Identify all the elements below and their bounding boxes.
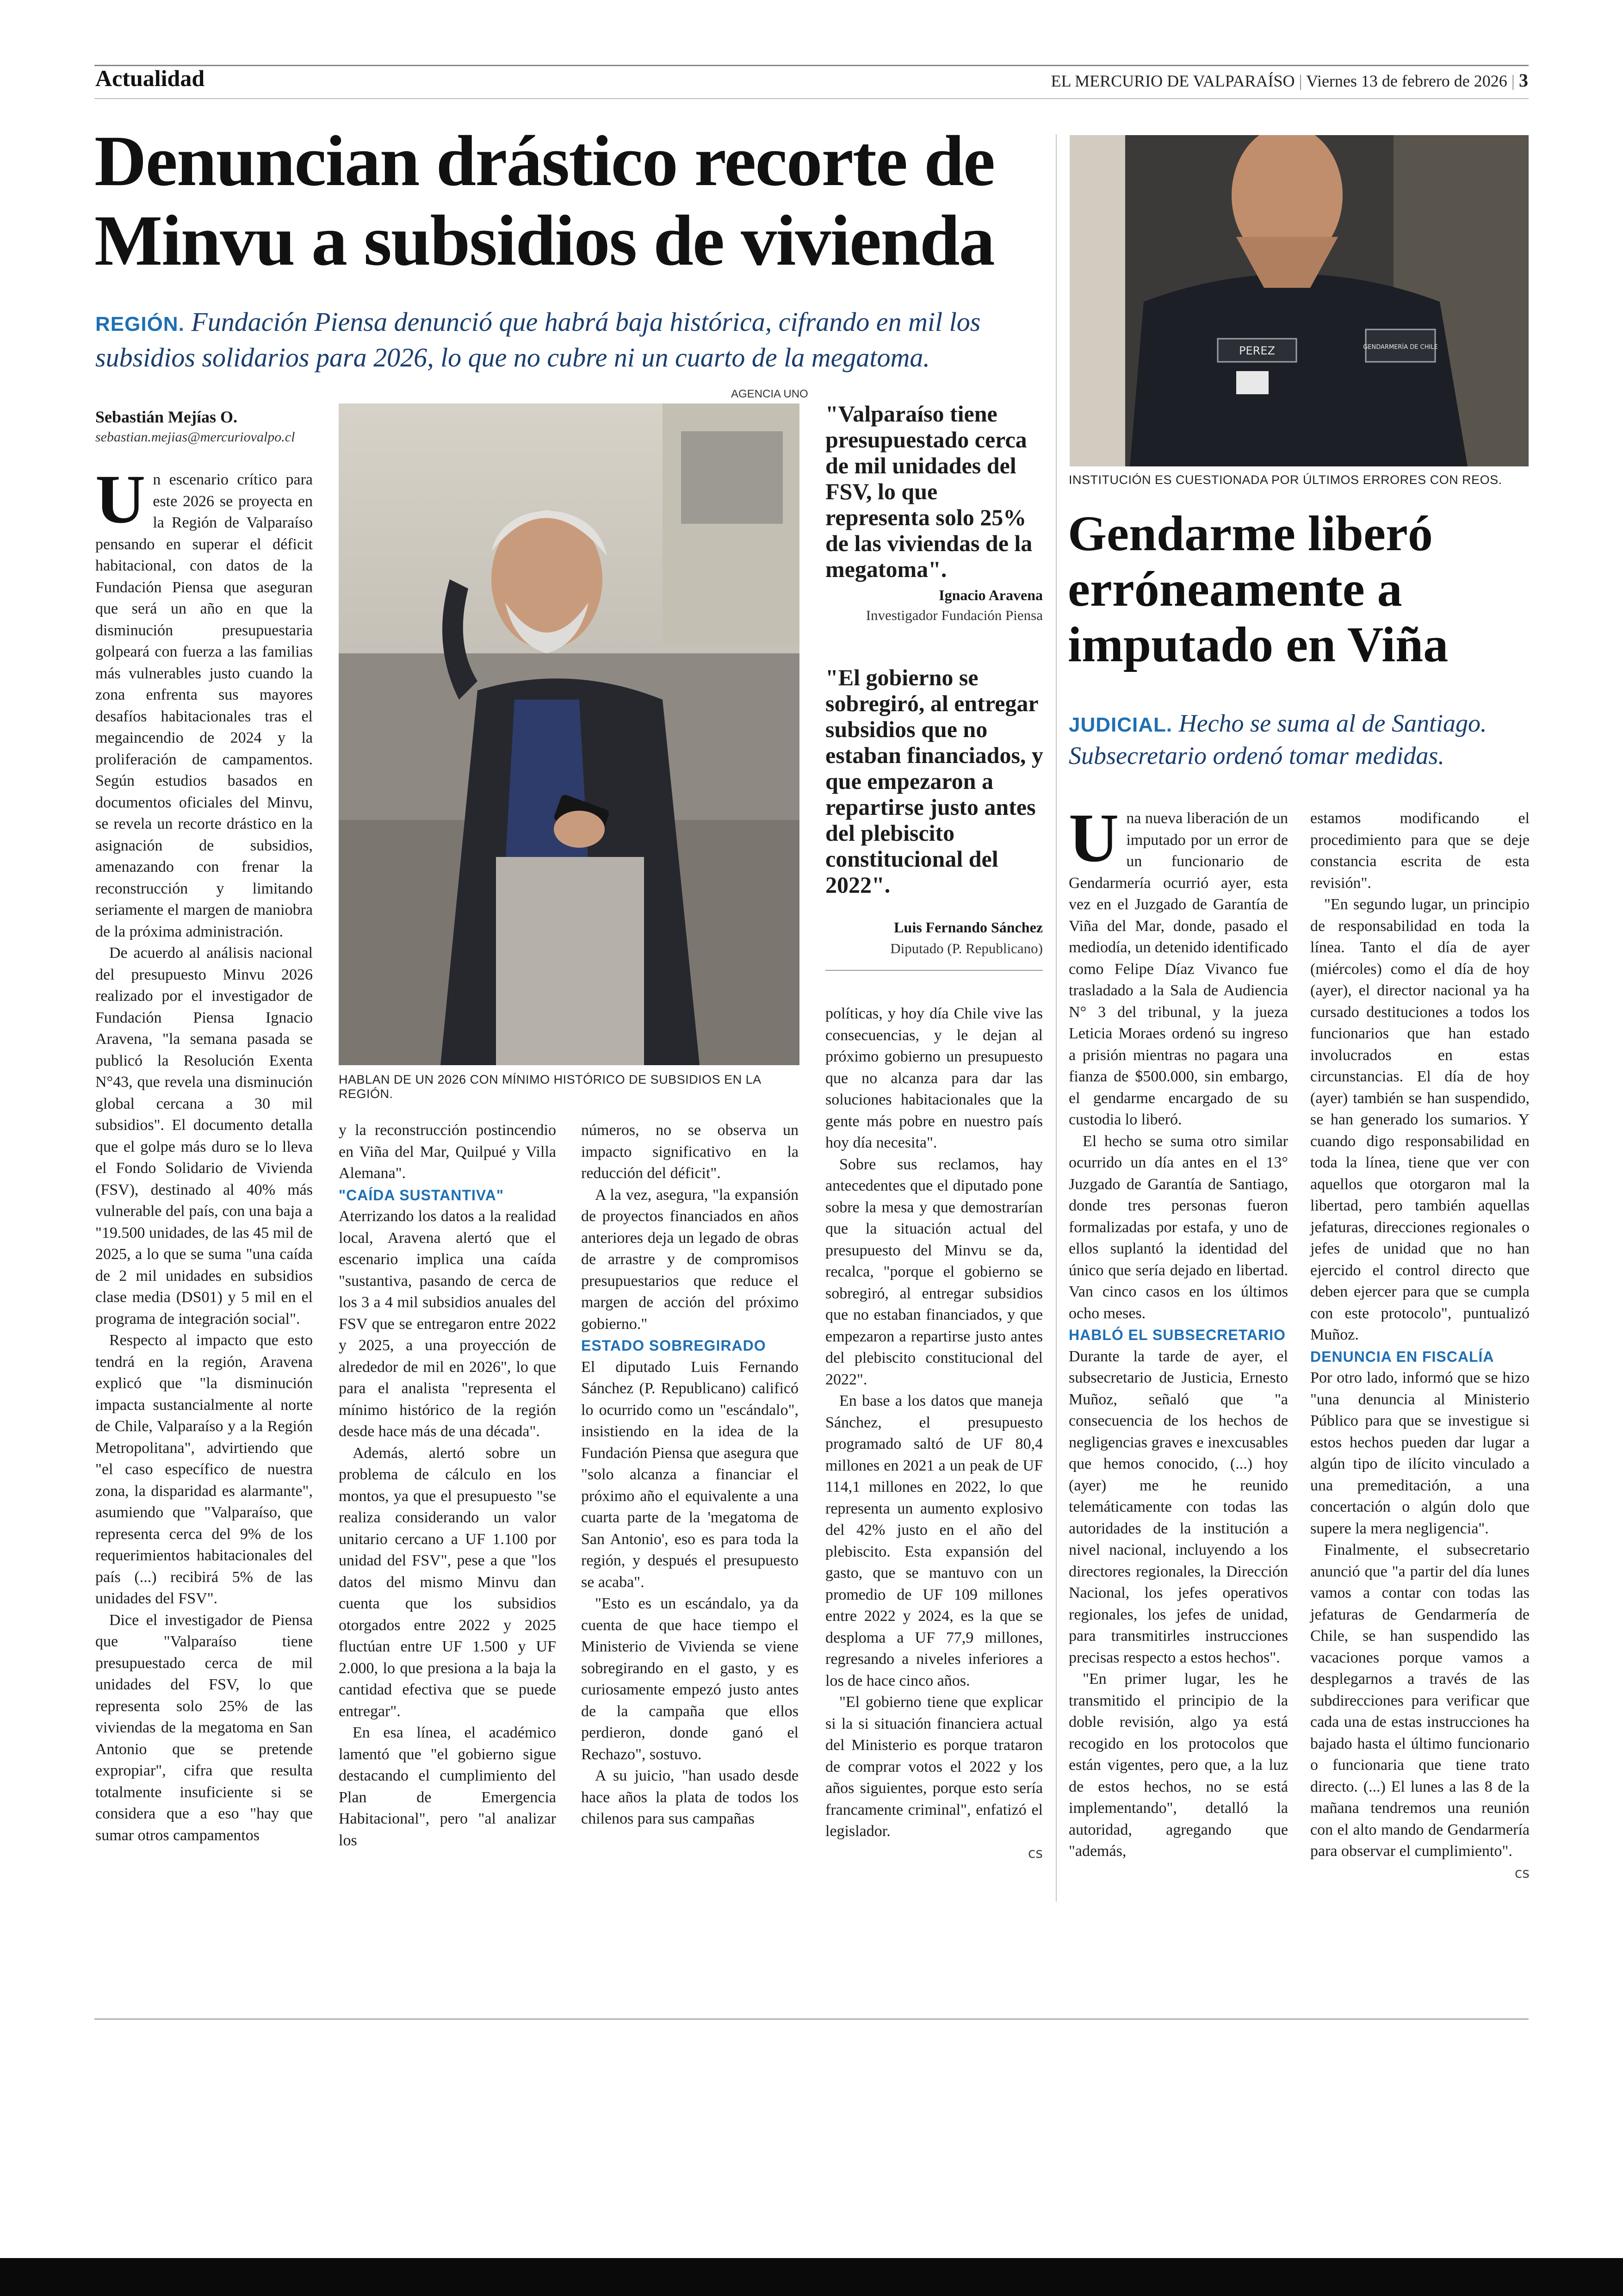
second-col2-p1: "En segundo lugar, un principio de responsabilidad en toda la línea. Tanto el día de ayer (miércoles) como el día de hoy (ayer), el director nacional ya ha cursado destituciones a todos los funcionarios que han estado involucrados en estas circunstancias. El día de hoy (ayer) también se han suspendido, se han generado los sumarios. Y cuando digo responsabilidad en toda la línea, tiene que ver con aquellos que otorgaron mal la libertad, pero también aquellas jefaturas, direcciones regionales o jefes de unidad que no han ejercido el control directo que deben ejercer para que se cumpla con este protocolo", puntualizó Muñoz.: [1310, 896, 1530, 1343]
main-col1-p1: De acuerdo al análisis nacional del presupuesto Minvu 2026 realizado por el investigador de Fundación Piensa Ignacio Aravena, "la semana pasada se publicó la Resolución Exenta N°43, que revela una disminución global cercana a 30 mil subsidios". El documento detalla que el golpe más duro se lo lleva el Fondo Solidario de Vivienda (FSV), destinado al 40% más vulnerable del país, con una baja a "19.500 unidades, de las 45 mil de 2025, a lo que se suma "una caída de 2 mil unidades en subsidios clase media (DS01) y 5 mil en el programa de integración social".: [95, 944, 313, 1328]
section-label: Actualidad: [95, 65, 205, 91]
main-col1-p3: Dice el investigador de Piensa que "Valparaíso tiene presupuestado cerca de mil unidades del FSV, lo que representa solo 25% de las viviendas de la megatoma en San Antonio que se pretende expropiar", cifra que resulta totalmente insuficiente si se considera que a eso "hay que sumar otros campamentos: [95, 1611, 313, 1844]
main-lead-text: Fundación Piensa denunció que habrá baja histórica, cifrando en mil los subsidios solidarios para 2026, lo que no cubre ni un cuarto de la megatoma.: [95, 307, 981, 372]
second-col1b-p0: Durante la tarde de ayer, el subsecretario de Justicia, Ernesto Muñoz, señaló que "a consecuencia de los hechos de negligencias graves e inexcusables que hemos conocido, (...) hoy (ayer) me he reunido telemáticamente con todas las autoridades de la institución a nivel nacional, incluyendo a los directores regionales, la Dirección Nacional, los jefes operativos regionales, los jefes de unidad, para transmitirles instrucciones precisas respecto a estos hechos".: [1069, 1347, 1288, 1666]
pull-quote-1-role: Investigador Fundación Piensa: [866, 607, 1043, 623]
main-photo-illustration: [339, 403, 799, 1065]
main-col2b-p0: Aterrizando los datos a la realidad local, Aravena alertó que el escenario implica una caída "sustantiva, pasando de cerca de los 3 a 4 mil subsidios anuales del FSV que se entregaron entre 2022 y 2025, a una proyección de alrededor de mil en 2026", lo que para el analista "representa el mínimo histórico de la región desde hace más de una década".: [339, 1208, 556, 1440]
second-col1-p1: El hecho se suma otro similar ocurrido un día antes en el 13° Juzgado de Garantía de Santiago, donde tres personas fueron formalizadas por estafa, y uno de ellos suplantó la identidad del único que sería dejado en libertad. Van cinco casos en los últimos ocho meses.: [1069, 1132, 1288, 1322]
bottom-rule: [94, 2018, 1529, 2020]
story-separator: [1056, 134, 1057, 1902]
second-col2b-p0: Por otro lado, informó que se hizo "una denuncia al Ministerio Público para que se investigue si estos hechos pueden dar lugar a algún tipo de ilícito vinculado a una premeditación, a una concertación o algún dolo que supere la mera negligencia".: [1310, 1369, 1530, 1537]
byline-author: Sebastián Mejías O.: [95, 408, 238, 426]
bottom-bar: [0, 2258, 1623, 2296]
second-subhead-2: DENUNCIA EN FISCALÍA: [1310, 1348, 1494, 1365]
main-subhead-2: ESTADO SOBREGIRADO: [581, 1337, 766, 1354]
main-column-4: [825, 1003, 1043, 1864]
photo-badge-name: PEREZ: [1239, 344, 1275, 357]
second-lead: [1069, 708, 1531, 771]
pull-quote-2: "El gobierno se sobregiró, al entregar subsidios que no estaban financiados, y que empezaron a repartirse justo antes del plebiscito constitucional del 2022".: [825, 664, 1043, 898]
main-subhead-1: "CAÍDA SUSTANTIVA": [339, 1186, 504, 1204]
main-col1-p0: n escenario crítico para este 2026 se proyecta en la Región de Valparaíso pensando en superar el déficit habitacional, con datos de la Fundación Piensa que aseguran que será un año en que la disminución presupuestaria golpeará con fuerza a las familias más vulnerables justo cuando la zona enfrenta sus mayores desafíos habitacionales tras el megaincendio de 2024 y la proliferación de campamentos. Según estudios basados en documentos oficiales del Minvu, se revela un recorte drástico en la asignación de subsidios, amenazando con frenar la reconstrucción y limitando seriamente el margen de maniobra de la próxima administración.: [95, 471, 313, 940]
main-photo: [339, 403, 799, 1065]
second-photo: [1070, 135, 1529, 466]
second-col1-p0: na nueva liberación de un imputado por un error de un funcionario de Gendarmería ocurrió ayer, esta vez en el Juzgado de Garantía de Viña del Mar, donde, pasado el mediodía, un detenido identificado como Felipe Díaz Vivanco fue trasladado a la Sala de Audiencia N° 3 del tribunal, y la jueza Leticia Moraes ordenó su ingreso a prisión mientras no pagara una fianza de $500.000, sin embargo, el gendarme encargado de su custodia lo liberó.: [1069, 810, 1288, 1128]
second-lead-text: Hecho se suma al de Santiago. Subsecretario ordenó tomar medidas.: [1069, 709, 1487, 769]
main-col4-p0: políticas, y hoy día Chile vive las consecuencias, y le dejan al próximo gobierno un presupuesto que no alcanza para dar las soluciones habitacionales que la gente más pobre en nuestro país hoy día necesita".: [825, 1005, 1043, 1151]
second-col2b-p1: Finalmente, el subsecretario anunció que "a partir del día lunes vamos a contar con todas las jefaturas de Gendarmería de Chile, se han suspendido las vacaciones porque vamos a desplegarnos a través de las subdirecciones para verificar que cada una de estas instrucciones ha bajado hasta el último funcionario o funcionaria que tiene trato directo. (...) El lunes a las 8 de la mañana tendremos una reunión con el alto mando de Gendarmería para observar el cumplimiento".: [1310, 1541, 1530, 1860]
main-column-2: [339, 1120, 556, 1851]
main-col3-p1: A la vez, asegura, "la expansión de proyectos financiados en años anteriores deja un legado de obras de arrastre y de compromisos presupuestarios que reduce el margen de acción del próximo gobierno.": [581, 1186, 799, 1333]
main-col3b-p2: A su juicio, "han usado desde hace años la plata de todos los chilenos para sus campañas: [581, 1767, 799, 1827]
main-photo-caption: HABLAN DE UN 2026 CON MÍNIMO HISTÓRICO DE SUBSIDIOS EN LA REGIÓN.: [339, 1073, 761, 1101]
main-column-3: [581, 1120, 799, 1830]
second-headline: Gendarme liberó erróneamente a imputado en Viña: [1068, 506, 1449, 672]
byline-email: sebastian.mejias@mercuriovalpo.cl: [95, 429, 295, 445]
pull-quote-1: "Valparaíso tiene presupuestado cerca de mil unidades del FSV, lo que representa solo 25% de las viviendas de la megatoma".: [825, 401, 1033, 582]
main-headline: Denuncian drástico recorte de Minvu a subsidios de vivienda: [94, 121, 995, 280]
second-column-2: [1310, 808, 1530, 1884]
main-col1-p2: Respecto al impacto que esto tendrá en la región, Aravena explicó que "la disminución impacta sustancialmente al norte de Chile, Valparaíso y a la Región Metropolitana", advirtiendo que "el caso específico de nuestra zona, la disparidad es alarmante", asumiendo que "Valparaíso, que representa cerca del 9% de los requerimientos habitacionales del país (...) recibirá 5% de las unidades del FSV".: [95, 1332, 313, 1607]
quote-divider: [825, 970, 1043, 971]
pull-quote-2-role: Diputado (P. Republicano): [890, 940, 1043, 956]
main-col4-p1: Sobre sus reclamos, hay antecedentes que el diputado pone sobre la mesa y que demostrarían que la situación actual del presupuesto del Minvu se da, recalca, "porque el gobierno se sobregiró, al entregar subsidios que no estaban financiados, y que empezaron a repartirse justo antes del plebiscito constitucional del 2022".: [825, 1155, 1043, 1388]
newspaper-name: EL MERCURIO DE VALPARAÍSO: [1051, 72, 1295, 90]
main-col3-p0: números, no se observa un impacto significativo en la reducción del déficit".: [581, 1122, 799, 1182]
masthead: EL MERCURIO DE VALPARAÍSO | Viernes 13 de febrero de 2026 | 3: [1051, 70, 1528, 91]
pull-quote-2-name: Luis Fernando Sánchez: [894, 919, 1043, 936]
photo-badge-institution: GENDARMERÍA DE CHILE: [1363, 344, 1438, 351]
main-end-mark: cs: [1028, 1845, 1043, 1862]
second-column-1: [1069, 800, 1288, 1862]
main-column-1: [95, 461, 313, 1846]
photo-credit: AGENCIA UNO: [731, 388, 808, 400]
second-lead-tag: JUDICIAL.: [1069, 714, 1173, 736]
main-col3b-p0: El diputado Luis Fernando Sánchez (P. Republicano) calificó lo ocurrido como un "escándalo", insistiendo en la idea de la Fundación Piensa que asegura que "solo alcanza a financiar el próximo año el equivalente a una cuarta parte de la 'megatoma de San Antonio', eso es para toda la región, y después el presupuesto se acaba".: [581, 1358, 799, 1591]
main-lead: [95, 305, 1048, 374]
second-col1b-p1: "En primer lugar, les he transmitido el principio de la doble revisión, algo ya está recogido en los protocolos que están vigentes, pero que, a la luz de estos hechos, no se está implementando", detalló la autoridad, agregando que "además,: [1069, 1670, 1288, 1860]
page-number: 3: [1519, 70, 1528, 91]
top-rule: [94, 65, 1529, 66]
main-col2-p0: y la reconstrucción postincendio en Viña del Mar, Quilpué y Villa Alemana".: [339, 1122, 556, 1182]
main-col4-p2: En base a los datos que maneja Sánchez, el presupuesto programado saltó de UF 80,4 millones en 2021 a un peak de UF 114,1 millones en 2022, lo que representa un aumento explosivo del 42% justo en el año del plebiscito. Esta expansión del gasto, que se mantuvo con un promedio de UF 109 millones entre 2022 y 2024, es la que se desploma a UF 77,9 millones, regresando a niveles inferiores a los de hace cinco años.: [825, 1392, 1043, 1689]
main-col2b-p2: En esa línea, el académico lamentó que "el gobierno sigue destacando el cumplimiento del Plan de Emergencia Habitacional", pero "al analizar los: [339, 1724, 556, 1849]
header-underline: [94, 98, 1529, 99]
pull-quote-1-name: Ignacio Aravena: [939, 587, 1043, 603]
main-col2b-p1: Además, alertó sobre un problema de cálculo en los montos, ya que el presupuesto "se realiza considerando un valor unitario cercano a UF 1.100 por unidad del FSV", pese a que "los datos del mismo Minvu dan cuenta que los subsidios otorgados entre 2022 y 2025 fluctúan entre UF 1.500 y UF 2.000, lo que presiona a la baja la cantidad efectiva que se puede entregar".: [339, 1444, 556, 1720]
issue-date: Viernes 13 de febrero de 2026: [1306, 72, 1507, 90]
second-col2-p0: estamos modificando el procedimiento para que se deje constancia escrita de esta revisión".: [1310, 810, 1530, 892]
second-photo-illustration: [1070, 135, 1529, 466]
main-drop-cap: U: [95, 461, 146, 538]
second-photo-caption: INSTITUCIÓN ES CUESTIONADA POR ÚLTIMOS ERRORES CON REOS.: [1069, 473, 1502, 487]
second-drop-cap: U: [1069, 800, 1119, 876]
main-col3b-p1: "Esto es un escándalo, ya da cuenta de que hace tiempo el Ministerio de Vivienda se viene sobregirando en el gasto, y es curiosamente empezó justo antes de la campaña que ellos perdieron, donde ganó el Rechazo", sostuvo.: [581, 1595, 799, 1763]
main-lead-tag: REGIÓN.: [95, 313, 185, 335]
second-end-mark: cs: [1514, 1865, 1530, 1881]
second-subhead-1: HABLÓ EL SUBSECRETARIO: [1069, 1327, 1286, 1343]
main-col4-p3: "El gobierno tiene que explicar si la si situación financiera actual del Ministerio es porque trataron de comprar votos el 2022 y los años siguientes, porque esto sería francamente criminal", enfatizó el legislador.: [825, 1694, 1043, 1840]
